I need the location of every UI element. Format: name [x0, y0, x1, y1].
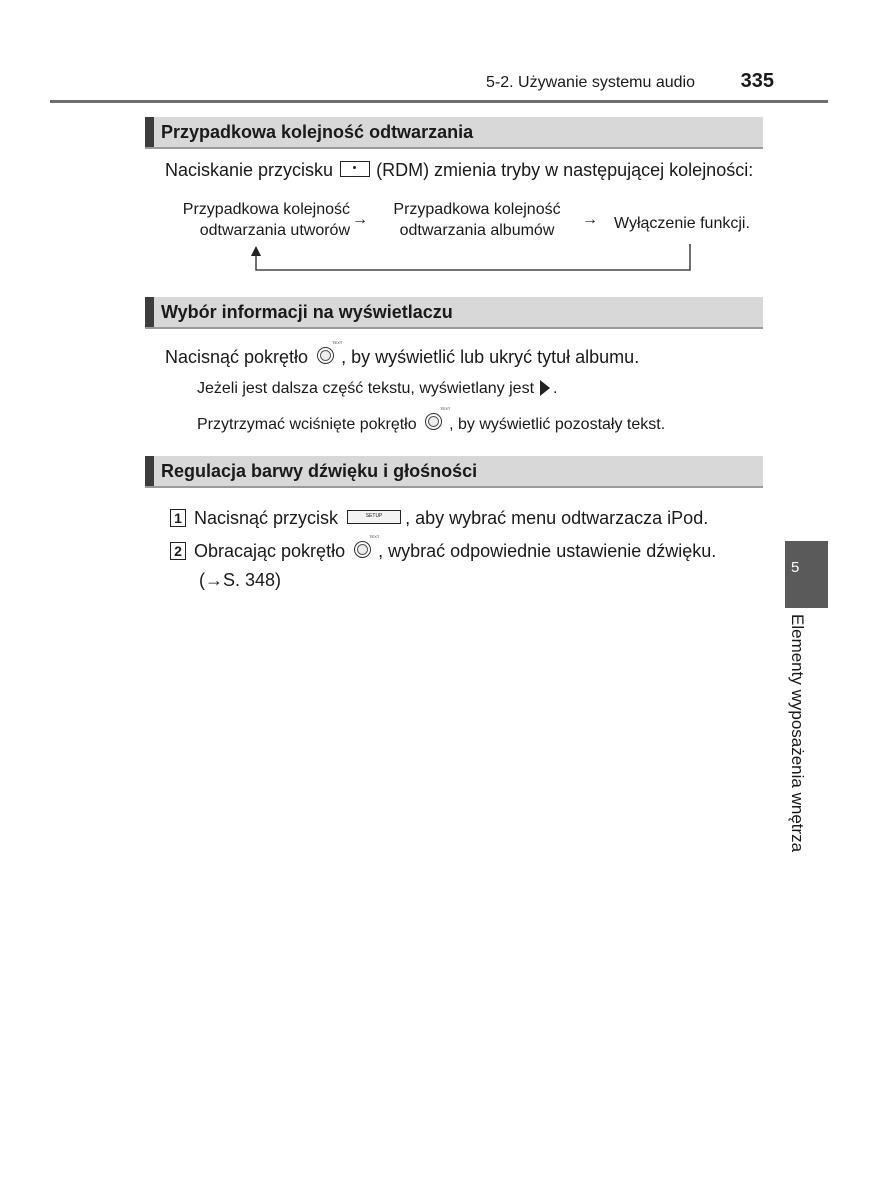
tune-knob-icon: TEXT	[425, 412, 445, 432]
step-number-badge: 1	[170, 509, 186, 527]
sequence-step-2	[384, 199, 570, 241]
step2-text-before: Obracając pokrętło	[194, 541, 346, 561]
step2-text-after: , wybrać odpowiednie ustawienie dźwięku.	[378, 541, 717, 561]
step1-line2: odtwarzania utworów	[199, 222, 350, 239]
section-title: Wybór informacji na wyświetlaczu	[161, 302, 453, 322]
step-1	[170, 508, 708, 529]
section-heading-sound-volume	[145, 456, 763, 488]
sequence-arrow-icon: →	[582, 211, 598, 228]
tune-knob-icon: TEXT	[317, 346, 337, 366]
heading-bar	[145, 297, 154, 327]
setup-button-icon: SETUP	[347, 510, 401, 524]
step2-line2: odtwarzania albumów	[399, 222, 555, 239]
sequence-step-3: Wyłączenie funkcji.	[614, 215, 750, 232]
sequence-arrow-icon: →	[352, 211, 368, 228]
section-title: Regulacja barwy dźwięku i głośności	[161, 461, 478, 481]
note2-text-before: Przytrzymać wciśnięte pokrętło	[197, 416, 417, 433]
step-number-badge: 2	[170, 542, 186, 560]
step2-line1: Przypadkowa kolejność	[393, 201, 561, 218]
header-rule	[50, 100, 828, 103]
chapter-title-vertical: Elementy wyposażenia wnętrza	[788, 614, 807, 853]
intro-text-before: Naciskanie przycisku	[165, 160, 334, 180]
heading-bar	[145, 456, 154, 486]
display-main-paragraph	[165, 340, 640, 368]
running-header-section: 5-2. Używanie systemu audio	[486, 74, 695, 91]
sequence-step-1	[162, 199, 350, 241]
chapter-tab	[785, 541, 828, 608]
section-heading-random-playback	[145, 117, 763, 149]
section-title: Przypadkowa kolejność odtwarzania	[161, 122, 474, 142]
step2-page-reference[interactable]: (→S. 348)	[199, 570, 282, 590]
main-text-after: , by wyświetlić lub ukryć tytuł albumu.	[341, 347, 640, 367]
chapter-tab-label	[785, 614, 813, 874]
heading-bar	[145, 117, 154, 147]
note2-text-after: , by wyświetlić pozostały tekst.	[449, 416, 666, 433]
note1-text-after: .	[553, 380, 558, 397]
section-heading-display-info	[145, 297, 763, 329]
rdm-button-icon	[340, 161, 370, 177]
tune-knob-icon: TEXT	[354, 540, 374, 560]
step-2	[170, 534, 717, 562]
step1-text-after: , aby wybrać menu odtwarzacza iPod.	[405, 508, 709, 528]
step1-text-before: Nacisnąć przycisk	[194, 508, 339, 528]
note1-text-before: Jeżeli jest dalsza część tekstu, wyświetlany jest	[197, 380, 535, 397]
intro-text-after: (RDM) zmienia tryby w następującej kolejności:	[376, 160, 754, 180]
page-number: 335	[740, 70, 774, 92]
more-text-arrow-icon	[540, 380, 550, 396]
display-note-1	[197, 380, 557, 398]
step1-line1: Przypadkowa kolejność	[182, 201, 350, 218]
main-text-before: Nacisnąć pokrętło	[165, 347, 309, 367]
random-intro-paragraph	[165, 160, 753, 181]
chapter-number: 5	[791, 559, 800, 576]
display-note-2	[197, 406, 666, 434]
sequence-loop-arrow-icon	[245, 242, 697, 274]
